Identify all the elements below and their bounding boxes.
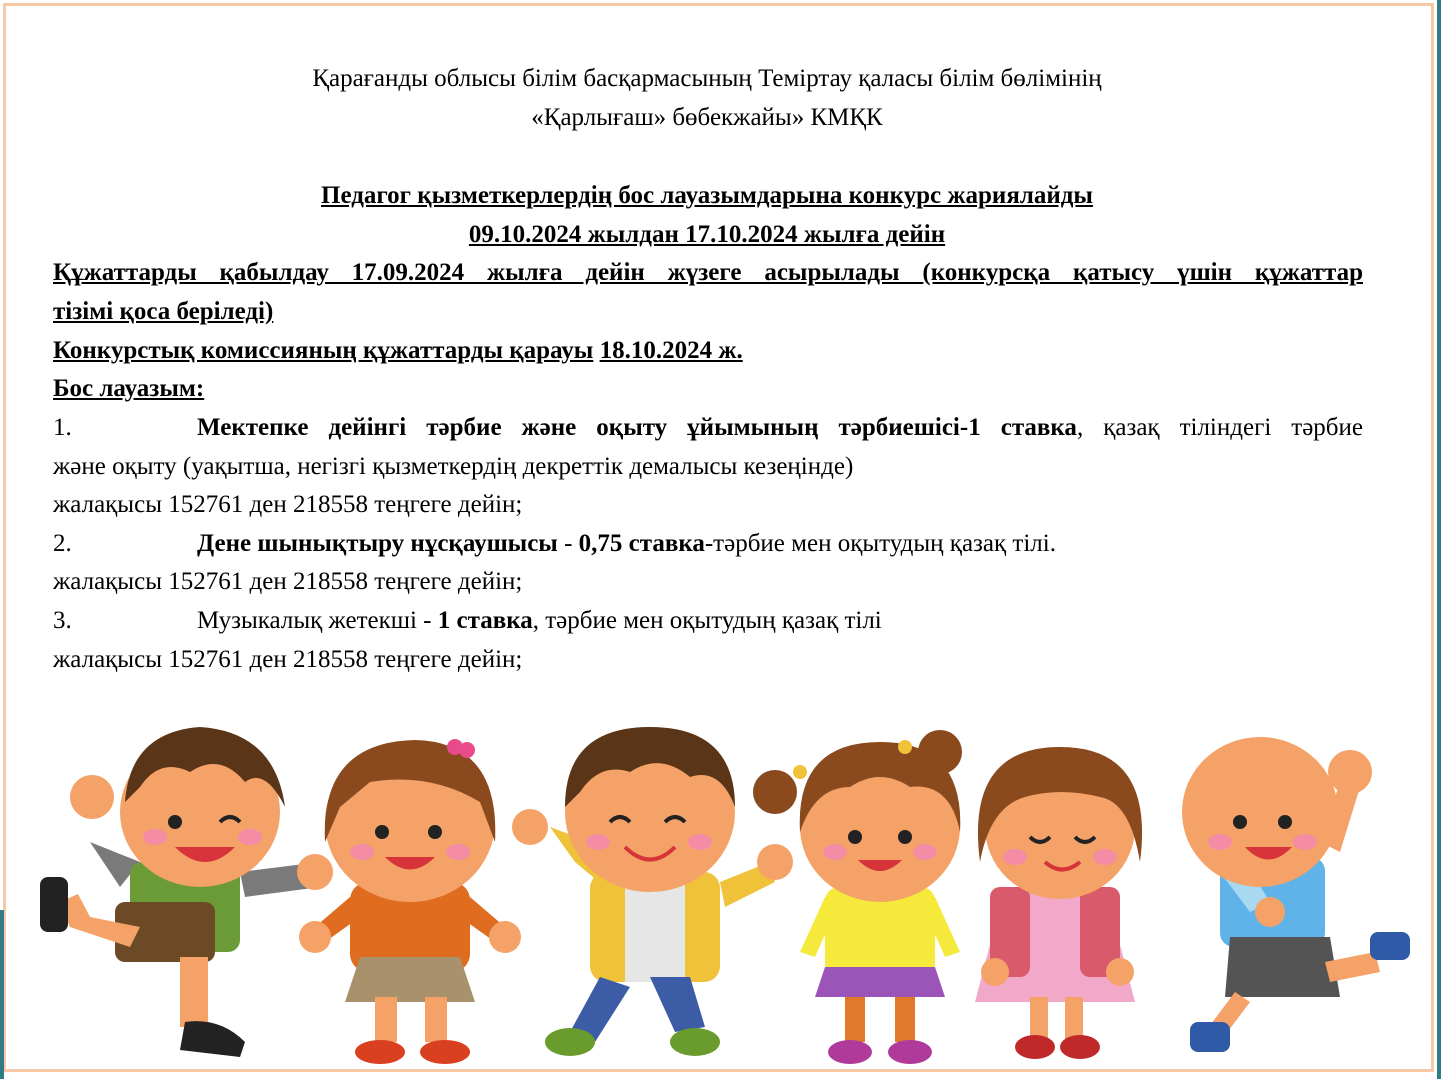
kid-3-figure bbox=[512, 727, 793, 1056]
vacancy-3-title: Музыкалық жетекші - bbox=[197, 607, 438, 634]
right-accent-strip bbox=[1437, 0, 1441, 1079]
vacancy-1-number: 1. bbox=[53, 414, 72, 441]
kid-2-figure bbox=[299, 739, 521, 1064]
vacancy-3-salary: жалақысы 152761 ден 218558 теңгеге дейін; bbox=[53, 646, 523, 673]
vacancy-2-rate: 0,75 ставка bbox=[578, 530, 705, 557]
commission-text: Конкурстық комиссияның құжаттарды қарауы bbox=[53, 337, 594, 364]
vacancy-2-title: Дене шынықтыру нұсқаушысы bbox=[197, 530, 558, 557]
org-name-line-2: «Қарлығаш» бөбекжайы» КМҚК bbox=[531, 104, 883, 131]
vacancy-1-rest: , қазақ тіліндегі тәрбие bbox=[1076, 414, 1364, 441]
vacancy-2 bbox=[53, 528, 1363, 560]
vacancy-2-number: 2. bbox=[53, 530, 72, 557]
vacancy-3-number: 3. bbox=[53, 607, 72, 634]
kid-6-figure bbox=[1182, 737, 1410, 1052]
vacancy-1 bbox=[53, 412, 1363, 444]
vacancy-3-rest: , тәрбие мен оқытудың қазақ тілі bbox=[532, 607, 882, 634]
commission-date: 18.10.2024 ж. bbox=[599, 337, 743, 364]
vacancy-2-salary: жалақысы 152761 ден 218558 теңгеге дейін; bbox=[53, 568, 523, 595]
documents-line-2: тізімі қоса беріледі) bbox=[53, 298, 274, 325]
commission-review bbox=[53, 335, 1363, 367]
vacancy-1-title: Мектепке дейінгі тәрбие және оқыту ұйымының тәрбиешісі-1 ставка bbox=[197, 414, 1077, 441]
documents-line-1: Құжаттарды қабылдау 17.09.2024 жылға дейін жүзеге асырылады (конкурсқа қатысу үшін құжаттар bbox=[53, 259, 1363, 286]
vacancy-heading: Бос лауазым: bbox=[53, 375, 205, 402]
vacancy-1-continuation: және оқыту (уақытша, негізгі қызметкердің декреттік демалысы кезеңінде) bbox=[53, 453, 854, 480]
org-name-line-1: Қарағанды облысы білім басқармасының Теміртау қаласы білім бөлімінің bbox=[312, 65, 1102, 92]
cartoon-children-illustration bbox=[30, 712, 1420, 1072]
vacancy-3 bbox=[53, 605, 1363, 637]
announcement-title: Педагог қызметкерлердің бос лауазымдарына конкурс жариялайды bbox=[321, 182, 1093, 209]
left-accent-strip bbox=[0, 910, 4, 1079]
vacancy-1-salary: жалақысы 152761 ден 218558 теңгеге дейін; bbox=[53, 491, 523, 518]
vacancy-3-rate: 1 ставка bbox=[437, 607, 533, 634]
vacancy-2-rest: -тәрбие мен оқытудың қазақ тілі. bbox=[704, 530, 1056, 557]
kid-1-figure bbox=[40, 727, 333, 1057]
vacancy-2-sep: - bbox=[557, 530, 579, 557]
kid-4-figure bbox=[753, 730, 962, 1064]
announcement-dates: 09.10.2024 жылдан 17.10.2024 жылға дейін bbox=[468, 221, 946, 248]
kid-5-figure bbox=[975, 747, 1142, 1059]
